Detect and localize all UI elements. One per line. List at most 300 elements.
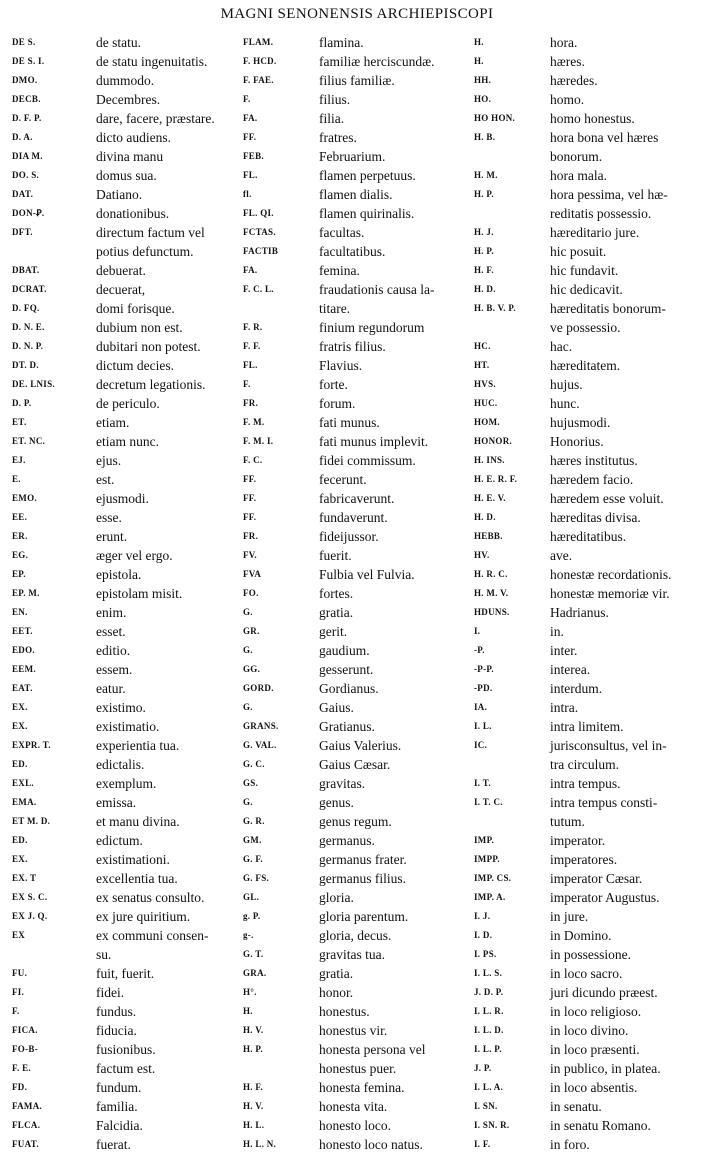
glossary-entry <box>474 1116 702 1135</box>
glossary-entry <box>474 1078 702 1097</box>
entry-meaning: germanus filius. <box>319 871 406 886</box>
entry-meaning: fuerit. <box>319 548 352 563</box>
entry-meaning: Honorius. <box>550 434 604 449</box>
entry-meaning: honestus. <box>319 1004 370 1019</box>
entry-abbreviation: IMP. <box>474 835 495 845</box>
entry-abbreviation: EET. <box>12 626 33 636</box>
entry-abbreviation: G. <box>243 797 253 807</box>
glossary-entry <box>243 793 475 812</box>
entry-meaning: interea. <box>550 662 591 677</box>
glossary-entry <box>243 109 475 128</box>
entry-abbreviation: EEM. <box>12 664 36 674</box>
entry-meaning: dictum decies. <box>96 358 174 373</box>
glossary-entry <box>12 375 234 394</box>
entry-abbreviation: D. N. E. <box>12 322 45 332</box>
entry-abbreviation: H. F. <box>474 265 494 275</box>
entry-meaning: existimationi. <box>96 852 170 867</box>
entry-abbreviation: G. VAL. <box>243 740 277 750</box>
glossary-entry <box>243 261 475 280</box>
glossary-entry <box>243 470 475 489</box>
entry-meaning: ave. <box>550 548 573 563</box>
entry-abbreviation: DAT. <box>12 189 34 199</box>
entry-meaning: filius familiæ. <box>319 73 395 88</box>
entry-abbreviation: H°. <box>243 987 257 997</box>
entry-meaning: forum. <box>319 396 356 411</box>
glossary-entry <box>12 280 234 299</box>
entry-abbreviation: ET M. D. <box>12 816 51 826</box>
glossary-entry <box>12 1097 234 1116</box>
entry-meaning: in. <box>550 624 564 639</box>
glossary-entry <box>12 109 234 128</box>
glossary-entry <box>12 698 234 717</box>
entry-abbreviation: FD. <box>12 1082 28 1092</box>
glossary-entry <box>474 584 702 603</box>
entry-abbreviation: HEBB. <box>474 531 503 541</box>
glossary-entry <box>474 831 702 850</box>
glossary-entry <box>12 185 234 204</box>
entry-abbreviation: H. M. V. <box>474 588 509 598</box>
entry-meaning: inter. <box>550 643 578 658</box>
entry-abbreviation: FACTIB <box>243 246 279 256</box>
glossary-entry <box>243 451 475 470</box>
entry-abbreviation: EX J. Q. <box>12 911 48 921</box>
entry-abbreviation: G. <box>243 702 253 712</box>
glossary-entry <box>12 831 234 850</box>
glossary-entry <box>474 71 702 90</box>
entry-meaning: flamen dialis. <box>319 187 393 202</box>
glossary-entry <box>12 983 234 1002</box>
entry-abbreviation: H. <box>474 56 484 66</box>
glossary-entry <box>474 907 702 926</box>
entry-meaning: imperatores. <box>550 852 618 867</box>
entry-abbreviation: F. FAE. <box>243 75 274 85</box>
entry-abbreviation: I. L. S. <box>474 968 503 978</box>
entry-meaning: fecerunt. <box>319 472 367 487</box>
entry-abbreviation: g. P. <box>243 911 261 921</box>
glossary-entry <box>243 660 475 679</box>
entry-meaning: ex jure quiritium. <box>96 909 191 924</box>
glossary-entry <box>243 774 475 793</box>
entry-abbreviation: DECB. <box>12 94 41 104</box>
entry-abbreviation: FI. <box>12 987 25 997</box>
glossary-entry <box>12 964 234 983</box>
entry-meaning: Datiano. <box>96 187 143 202</box>
entry-abbreviation: G. T. <box>243 949 264 959</box>
entry-meaning: hæredem esse voluit. <box>550 491 664 506</box>
entry-meaning: decuerat, <box>96 282 146 297</box>
entry-meaning: juri dicundo præest. <box>550 985 658 1000</box>
entry-meaning: fabricaverunt. <box>319 491 395 506</box>
entry-abbreviation: H. L. N. <box>243 1139 277 1149</box>
entry-meaning: dubitari non potest. <box>96 339 201 354</box>
page-header: MAGNI SENONENSIS ARCHIEPISCOPI <box>220 6 494 22</box>
glossary-entry <box>243 147 475 166</box>
entry-abbreviation: J. P. <box>474 1063 492 1073</box>
glossary-entry <box>474 451 702 470</box>
entry-meaning: intra tempus. <box>550 776 621 791</box>
glossary-entry <box>474 774 702 793</box>
glossary-entry <box>474 660 702 679</box>
glossary-entry <box>12 147 234 166</box>
glossary-entry <box>474 1059 702 1078</box>
glossary-entry <box>243 508 475 527</box>
entry-abbreviation: HH. <box>474 75 492 85</box>
glossary-entry <box>12 679 234 698</box>
entry-meaning: hunc. <box>550 396 580 411</box>
entry-meaning: fidei. <box>96 985 125 1000</box>
glossary-entry <box>12 1002 234 1021</box>
entry-abbreviation: DE S. I. <box>12 56 45 66</box>
entry-meaning: in loco absentis. <box>550 1080 638 1095</box>
entry-abbreviation: DON-Ꝑ. <box>12 208 45 218</box>
entry-abbreviation: FA. <box>243 113 258 123</box>
glossary-entry <box>243 1116 475 1135</box>
glossary-entry <box>243 394 475 413</box>
entry-abbreviation: H. E. R. F. <box>474 474 518 484</box>
glossary-entry <box>12 850 234 869</box>
entry-abbreviation: -P. <box>474 645 485 655</box>
entry-abbreviation: H. P. <box>243 1044 263 1054</box>
entry-abbreviation: HV. <box>474 550 490 560</box>
entry-meaning: in loco sacro. <box>550 966 623 981</box>
glossary-entry <box>474 546 702 565</box>
glossary-entry <box>474 128 702 166</box>
entry-meaning: imperator. <box>550 833 606 848</box>
entry-abbreviation: fl. <box>243 189 252 199</box>
entry-meaning: decretum legationis. <box>96 377 206 392</box>
entry-meaning: honestæ recordationis. <box>550 567 672 582</box>
entry-abbreviation: DT. D. <box>12 360 39 370</box>
entry-abbreviation: HT. <box>474 360 490 370</box>
entry-abbreviation: EX. <box>12 854 28 864</box>
glossary-entry <box>243 717 475 736</box>
entry-abbreviation: IMPP. <box>474 854 500 864</box>
entry-abbreviation: FL. QI. <box>243 208 274 218</box>
entry-meaning: excellentia tua. <box>96 871 178 886</box>
entry-meaning: fundum. <box>96 1080 142 1095</box>
entry-abbreviation: DCRAT. <box>12 284 47 294</box>
entry-abbreviation: H. B. <box>474 132 496 142</box>
entry-abbreviation: I. L. <box>474 721 492 731</box>
entry-meaning: in senatu Romano. <box>550 1118 651 1133</box>
entry-meaning: esse. <box>96 510 122 525</box>
glossary-entry <box>12 413 234 432</box>
entry-abbreviation: F. C. <box>243 455 263 465</box>
entry-meaning: epistolam misit. <box>96 586 183 601</box>
glossary-entry <box>12 470 234 489</box>
entry-meaning: honesta vita. <box>319 1099 388 1114</box>
glossary-entry <box>474 603 702 622</box>
entry-abbreviation: F. F. <box>243 341 261 351</box>
entry-meaning: intra tempus consti- tutum. <box>550 795 658 829</box>
entry-meaning: hæres. <box>550 54 585 69</box>
entry-meaning: hæredes. <box>550 73 598 88</box>
entry-abbreviation: H. INS. <box>474 455 505 465</box>
glossary-entry <box>243 1021 475 1040</box>
glossary-entry <box>243 755 475 774</box>
entry-meaning: fraudationis causa la- titare. <box>319 282 435 316</box>
entry-meaning: honesto loco natus. <box>319 1137 423 1152</box>
entry-abbreviation: F. <box>12 1006 20 1016</box>
glossary-entry <box>243 869 475 888</box>
entry-meaning: hora pessima, vel hæ- reditatis possessio. <box>550 187 668 221</box>
entry-abbreviation: H. P. <box>474 189 494 199</box>
glossary-entry <box>474 964 702 983</box>
entry-meaning: etiam. <box>96 415 130 430</box>
glossary-entry <box>243 33 475 52</box>
entry-meaning: fati munus implevit. <box>319 434 429 449</box>
entry-meaning: hora bona vel hæres bonorum. <box>550 130 659 164</box>
entry-meaning: hora mala. <box>550 168 607 183</box>
glossary-entry <box>243 907 475 926</box>
entry-meaning: gratia. <box>319 605 354 620</box>
entry-meaning: flamina. <box>319 35 364 50</box>
entry-abbreviation: G. R. <box>243 816 265 826</box>
glossary-entry <box>243 166 475 185</box>
glossary-entry <box>243 1097 475 1116</box>
entry-meaning: hæreditatem. <box>550 358 621 373</box>
entry-abbreviation: I. F. <box>474 1139 491 1149</box>
entry-abbreviation: I. SN. R. <box>474 1120 510 1130</box>
entry-meaning: in loco præsenti. <box>550 1042 640 1057</box>
entry-meaning: eatur. <box>96 681 126 696</box>
entry-meaning: gerit. <box>319 624 348 639</box>
entry-abbreviation: H. J. <box>474 227 494 237</box>
glossary-entry <box>474 793 702 831</box>
entry-abbreviation: G. <box>243 607 253 617</box>
entry-abbreviation: I. T. C. <box>474 797 503 807</box>
entry-meaning: intra limitem. <box>550 719 624 734</box>
entry-abbreviation: EXL. <box>12 778 34 788</box>
entry-abbreviation: HDUNS. <box>474 607 510 617</box>
glossary-entry <box>474 394 702 413</box>
entry-meaning: homo. <box>550 92 585 107</box>
entry-meaning: donationibus. <box>96 206 170 221</box>
entry-meaning: fiducia. <box>96 1023 137 1038</box>
entry-meaning: exemplum. <box>96 776 157 791</box>
entry-abbreviation: HC. <box>474 341 491 351</box>
entry-abbreviation: EX S. C. <box>12 892 48 902</box>
glossary-entry <box>243 204 475 223</box>
entry-meaning: debuerat. <box>96 263 146 278</box>
glossary-entry <box>474 299 702 337</box>
entry-meaning: fundaverunt. <box>319 510 388 525</box>
entry-meaning: hora. <box>550 35 578 50</box>
glossary-entry <box>243 52 475 71</box>
entry-abbreviation: FF. <box>243 132 257 142</box>
entry-abbreviation: G. FS. <box>243 873 270 883</box>
entry-abbreviation: GG. <box>243 664 261 674</box>
entry-abbreviation: I. L. R. <box>474 1006 504 1016</box>
entry-abbreviation: EP. <box>12 569 26 579</box>
entry-meaning: in Domino. <box>550 928 612 943</box>
entry-abbreviation: FF. <box>243 474 257 484</box>
glossary-entry <box>243 280 475 318</box>
entry-abbreviation: EDO. <box>12 645 35 655</box>
glossary-entry <box>474 679 702 698</box>
entry-meaning: hæreditatis bonorum- ve possessio. <box>550 301 666 335</box>
entry-meaning: finium regundorum <box>319 320 425 335</box>
glossary-entry <box>243 698 475 717</box>
glossary-entry <box>12 812 234 831</box>
entry-meaning: hic posuit. <box>550 244 607 259</box>
entry-abbreviation: H. V. <box>243 1101 264 1111</box>
glossary-entry <box>12 299 234 318</box>
entry-meaning: hic fundavit. <box>550 263 619 278</box>
glossary-entry <box>12 527 234 546</box>
glossary-entry <box>243 565 475 584</box>
entry-abbreviation: DBAT. <box>12 265 40 275</box>
entry-meaning: dare, facere, præstare. <box>96 111 215 126</box>
glossary-entry <box>12 888 234 907</box>
entry-abbreviation: GM. <box>243 835 262 845</box>
glossary-entry <box>243 375 475 394</box>
entry-abbreviation: FR. <box>243 398 259 408</box>
entry-meaning: Gratianus. <box>319 719 375 734</box>
glossary-entry <box>243 1135 475 1154</box>
entry-meaning: fratres. <box>319 130 357 145</box>
entry-meaning: germanus frater. <box>319 852 407 867</box>
entry-meaning: existimo. <box>96 700 146 715</box>
entry-abbreviation: H. V. <box>243 1025 264 1035</box>
glossary-entry <box>243 641 475 660</box>
entry-abbreviation: FF. <box>243 512 257 522</box>
entry-abbreviation: FLAM. <box>243 37 274 47</box>
entry-abbreviation: I. T. <box>474 778 491 788</box>
entry-meaning: hic dedicavit. <box>550 282 623 297</box>
entry-meaning: genus. <box>319 795 354 810</box>
column-2 <box>243 33 475 1154</box>
entry-meaning: hæres institutus. <box>550 453 638 468</box>
glossary-entry <box>12 52 234 71</box>
glossary-entry <box>12 128 234 147</box>
entry-abbreviation: EJ. <box>12 455 26 465</box>
entry-meaning: Gaius Cæsar. <box>319 757 391 772</box>
entry-meaning: existimatio. <box>96 719 160 734</box>
glossary-entry <box>12 603 234 622</box>
entry-abbreviation: DMO. <box>12 75 38 85</box>
entry-meaning: hac. <box>550 339 573 354</box>
entry-abbreviation: I. L. A. <box>474 1082 504 1092</box>
entry-abbreviation: ED. <box>12 759 28 769</box>
entry-meaning: flamen perpetuus. <box>319 168 416 183</box>
entry-meaning: imperator Cæsar. <box>550 871 643 886</box>
entry-meaning: enim. <box>96 605 127 620</box>
glossary-entry <box>12 622 234 641</box>
entry-meaning: hæreditas divisa. <box>550 510 641 525</box>
entry-abbreviation: H. D. <box>474 284 496 294</box>
entry-abbreviation: H. E. V. <box>474 493 506 503</box>
entry-meaning: divina manu <box>96 149 164 164</box>
entry-meaning: et manu divina. <box>96 814 180 829</box>
entry-abbreviation: ED. <box>12 835 28 845</box>
entry-meaning: honestæ memoriæ vir. <box>550 586 670 601</box>
glossary-entry <box>12 1021 234 1040</box>
entry-meaning: emissa. <box>96 795 137 810</box>
entry-meaning: factum est. <box>96 1061 156 1076</box>
entry-meaning: fortes. <box>319 586 354 601</box>
entry-abbreviation: HO HON. <box>474 113 516 123</box>
entry-abbreviation: H. R. C. <box>474 569 508 579</box>
glossary-entry <box>243 983 475 1002</box>
glossary-entry <box>474 166 702 185</box>
glossary-entry <box>243 413 475 432</box>
glossary-entry <box>12 166 234 185</box>
entry-meaning: Decembres. <box>96 92 161 107</box>
entry-meaning: directum factum vel potius defunctum. <box>96 225 205 259</box>
entry-meaning: filius. <box>319 92 351 107</box>
glossary-entry <box>243 71 475 90</box>
glossary-entry <box>243 185 475 204</box>
entry-meaning: dummodo. <box>96 73 155 88</box>
entry-abbreviation: DO. S. <box>12 170 40 180</box>
entry-abbreviation: I. <box>474 626 481 636</box>
entry-abbreviation: H. L. <box>243 1120 265 1130</box>
glossary-entry <box>243 603 475 622</box>
glossary-entry <box>474 698 702 717</box>
glossary-entry <box>474 375 702 394</box>
entry-abbreviation: I. SN. <box>474 1101 498 1111</box>
entry-abbreviation: I. J. <box>474 911 491 921</box>
entry-abbreviation: EX. <box>12 721 28 731</box>
entry-meaning: erunt. <box>96 529 128 544</box>
glossary-entry <box>12 337 234 356</box>
entry-meaning: ex communi consen- su. <box>96 928 209 962</box>
glossary-entry <box>12 71 234 90</box>
entry-meaning: editio. <box>96 643 131 658</box>
glossary-entry <box>474 90 702 109</box>
glossary-entry <box>243 622 475 641</box>
entry-abbreviation: FO-B- <box>12 1044 38 1054</box>
entry-meaning: domus sua. <box>96 168 157 183</box>
glossary-entry <box>243 926 475 945</box>
entry-meaning: honesta persona vel honestus puer. <box>319 1042 426 1076</box>
entry-abbreviation: J. D. P. <box>474 987 504 997</box>
entry-abbreviation: FF. <box>243 493 257 503</box>
glossary-entry <box>12 869 234 888</box>
glossary-entry <box>12 223 234 261</box>
entry-meaning: Gaius. <box>319 700 354 715</box>
entry-meaning: honesta femina. <box>319 1080 405 1095</box>
entry-meaning: familiæ herciscundæ. <box>319 54 435 69</box>
glossary-entry <box>12 489 234 508</box>
entry-meaning: Gordianus. <box>319 681 379 696</box>
entry-abbreviation: FL. <box>243 360 258 370</box>
glossary-entry <box>243 812 475 831</box>
entry-abbreviation: H. B. V. P. <box>474 303 516 313</box>
glossary-entry <box>12 261 234 280</box>
glossary-entry <box>474 33 702 52</box>
entry-abbreviation: GRANS. <box>243 721 279 731</box>
entry-abbreviation: IMP. CS. <box>474 873 512 883</box>
entry-meaning: facultatibus. <box>319 244 386 259</box>
entry-meaning: imperator Augustus. <box>550 890 660 905</box>
entry-abbreviation: G. C. <box>243 759 265 769</box>
entry-abbreviation: H. <box>243 1006 253 1016</box>
entry-abbreviation: H. <box>474 37 484 47</box>
entry-meaning: in senatu. <box>550 1099 602 1114</box>
glossary-entry <box>12 565 234 584</box>
entry-abbreviation: EMO. <box>12 493 37 503</box>
entry-abbreviation: -PD. <box>474 683 493 693</box>
entry-meaning: filia. <box>319 111 345 126</box>
entry-abbreviation: HONOR. <box>474 436 513 446</box>
glossary-entry <box>474 109 702 128</box>
entry-meaning: essem. <box>96 662 133 677</box>
entry-abbreviation: IMP. A. <box>474 892 506 902</box>
glossary-entry <box>12 204 234 223</box>
glossary-entry <box>243 679 475 698</box>
